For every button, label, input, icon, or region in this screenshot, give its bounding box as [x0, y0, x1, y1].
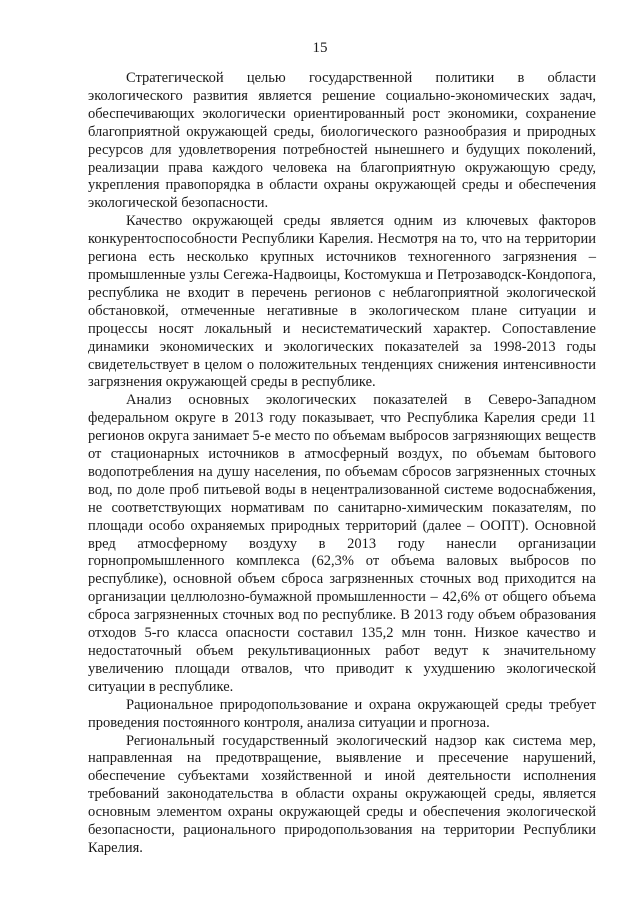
page-number: 15: [312, 40, 328, 56]
paragraph-indicators-analysis: Анализ основных экологических показателей в Северо-Западном федеральном округе в 2013 году показывает, что Республика Карелия среди 11 регионов округа занимает 5-е место по объемам выбросов загрязняющих веществ от стационарных источников в атмосферный воздух, по объемам бытового водопотребления на душу населения, по объемам сбросов загрязненных сточных вод, по доле проб питьевой воды в нецентрализованной системе водоснабжения, не соответствующих нормативам по санитарно-химическим показателям, по площади особо охраняемых природных территорий (далее – ООПТ). Основной вред атмосферному воздуху в 2013 году нанесли организации горнопромышленного комплекса (62,3% от объема валовых выбросов по республике), основной объем сброса загрязненных сточных вод приходится на организации целлюлозно-бумажной промышленности – 42,6% от общего объема сброса загрязненных сточных вод по республике. В 2013 году объем образования отходов 5-го класса опасности составил 135,2 млн тонн. Низкое качество и недостаточный объем рекультивационных работ ведут к значительному увеличению площади отвалов, что приводит к ухудшению экологической ситуации в республике.: [88, 392, 596, 695]
document-body: [88, 70, 596, 858]
paragraph-regional-supervision: Региональный государственный экологический надзор как система мер, направленная на предотвращение, выявление и пресечение нарушений, обеспечение субъектами хозяйственной и иной деятельности исполнения требований законодательства в области охраны окружающей среды, является основным элементом охраны окружающей среды и обеспечения экологической безопасности, рационального природопользования на территории Республики Карелия.: [88, 732, 596, 856]
paragraph-strategic-goal: Стратегической целью государственной политики в области экологического развития является решение социально-экономических задач, обеспечивающих экологически ориентированный рост экономики, сохранение благоприятной окружающей среды, биологического разнообразия и природных ресурсов для удовлетворения потребностей нынешнего и будущих поколений, реализации права каждого человека на благоприятную окружающую среду, укрепления правопорядка в области охраны окружающей среды и обеспечения экологической безопасности.: [88, 70, 596, 212]
paragraph-environment-quality: Качество окружающей среды является одним из ключевых факторов конкурентоспособности Республики Карелия. Несмотря на то, что на территории региона есть несколько крупных источников техногенного загрязнения – промышленные узлы Сегежа-Надвоицы, Костомукша и Петрозаводск-Кондопога, республика не входит в перечень регионов с неблагоприятной экологической обстановкой, отмеченные негативные в экологическом плане ситуации и процессы носят локальный и несистематический характер. Сопоставление динамики экономических и экологических показателей за 1998-2013 годы свидетельствует в целом о положительных тенденциях снижения интенсивности загрязнения окружающей среды в республике.: [88, 213, 596, 391]
paragraph-rational-use: Рациональное природопользование и охрана окружающей среды требует проведения постоянного контроля, анализа ситуации и прогноза.: [88, 696, 596, 731]
